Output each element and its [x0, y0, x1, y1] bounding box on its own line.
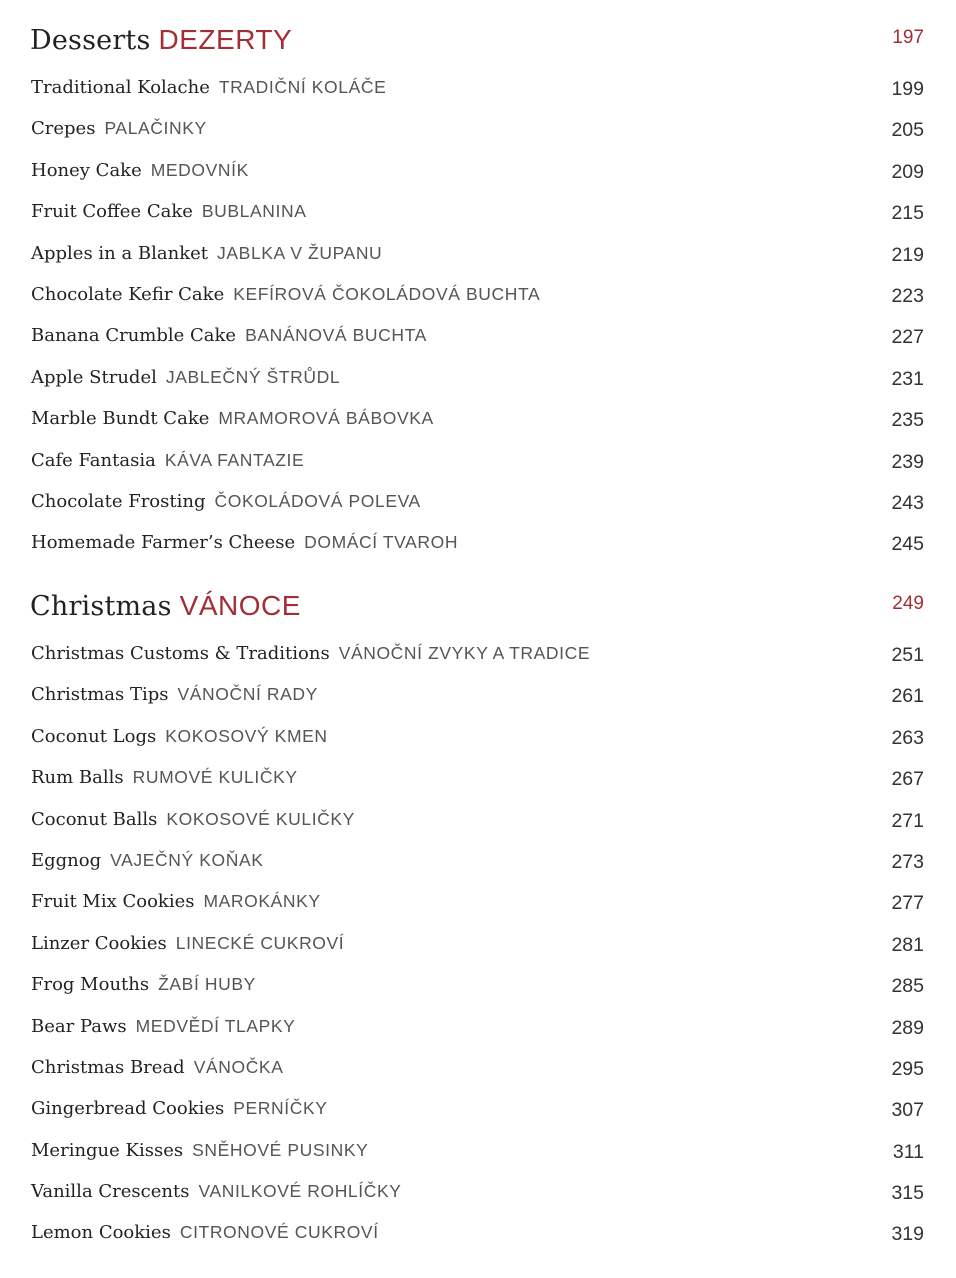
entry-title	[31, 523, 458, 562]
toc-entry[interactable]	[30, 758, 924, 799]
toc-entry[interactable]	[30, 965, 924, 1006]
toc-entry[interactable]	[30, 192, 924, 233]
entry-title-cz: ŽABÍ HUBY	[158, 974, 256, 995]
entry-title-en: Linzer Cookies	[31, 932, 167, 954]
entry-title-en: Coconut Balls	[31, 808, 158, 830]
section-christmas	[30, 588, 924, 1255]
entry-page-number: 209	[891, 160, 924, 183]
entry-title-cz: MRAMOROVÁ BÁBOVKA	[218, 408, 434, 429]
entry-page-number: 285	[891, 975, 924, 998]
toc-entry[interactable]	[30, 1048, 924, 1089]
entry-title-cz: VAJEČNÝ KOŇAK	[110, 849, 264, 870]
entry-page-number: 219	[891, 243, 924, 266]
entry-title-cz: KOKOSOVÝ KMEN	[165, 725, 328, 746]
entry-title	[31, 275, 540, 314]
entry-page-number: 277	[891, 892, 924, 915]
entry-title-en: Apples in a Blanket	[31, 242, 209, 264]
entry-title-en: Christmas Customs & Traditions	[31, 643, 330, 664]
entry-title	[31, 358, 340, 397]
entry-title-en: Traditional Kolache	[31, 77, 210, 98]
entry-title-cz: RUMOVÉ KULIČKY	[132, 767, 298, 788]
entry-page-number: 311	[892, 1140, 924, 1163]
section-desserts	[30, 22, 924, 565]
entry-page-number: 243	[891, 491, 924, 514]
entry-page-number: 205	[891, 119, 924, 142]
entry-title-cz: DOMÁCÍ TVAROH	[304, 532, 459, 553]
entry-title	[31, 1048, 283, 1087]
toc-entry[interactable]	[30, 1172, 924, 1213]
section-title-cz: DEZERTY	[158, 24, 293, 55]
entry-title	[31, 841, 264, 880]
entry-title	[31, 1007, 295, 1046]
entry-title-cz: BUBLANINA	[201, 201, 307, 222]
entry-title-en: Apple Strudel	[31, 366, 157, 388]
entry-title-cz: ČOKOLÁDOVÁ POLEVA	[214, 490, 421, 511]
entry-page-number: 227	[891, 326, 924, 349]
entry-page-number: 281	[891, 933, 924, 956]
entry-page-number: 319	[891, 1223, 924, 1246]
entry-title-en: Crepes	[31, 118, 96, 140]
toc-entry[interactable]	[30, 1007, 924, 1048]
entry-title	[31, 924, 344, 963]
entry-title	[31, 109, 207, 148]
entry-title	[31, 1131, 368, 1170]
entry-page-number: 267	[891, 768, 924, 791]
toc-entry[interactable]	[30, 800, 924, 841]
entry-title	[31, 316, 427, 355]
toc-entry[interactable]	[30, 399, 924, 440]
toc-entry[interactable]	[30, 68, 924, 109]
entry-title-en: Coconut Logs	[31, 725, 157, 747]
entry-title-en: Chocolate Kefir Cake	[31, 283, 225, 305]
entry-title-cz: MEDOVNÍK	[150, 159, 249, 180]
section-title	[30, 22, 292, 59]
entry-title	[31, 800, 355, 839]
entry-title-cz: VÁNOČKA	[193, 1056, 284, 1077]
toc-entry[interactable]	[30, 441, 924, 482]
section-title-en: Desserts	[30, 25, 151, 56]
entry-title-en: Fruit Mix Cookies	[31, 891, 195, 913]
entry-title-cz: PERNÍČKY	[233, 1098, 328, 1119]
entry-page-number: 251	[891, 644, 924, 666]
entry-title-en: Banana Crumble Cake	[31, 325, 237, 347]
entry-page-number: 263	[891, 726, 924, 749]
section-title	[30, 588, 301, 625]
entry-title	[31, 1089, 328, 1128]
toc-entry[interactable]	[30, 482, 924, 523]
entry-title	[31, 717, 328, 756]
entry-title-en: Bear Paws	[31, 1015, 127, 1037]
toc-entry[interactable]	[30, 275, 924, 316]
entry-title-en: Rum Balls	[31, 767, 124, 789]
entry-title-cz: JABLEČNÝ ŠTRŮDL	[165, 366, 341, 387]
entry-title-cz: MEDVĚDÍ TLAPKY	[135, 1015, 296, 1036]
entry-title-cz: VÁNOČNÍ ZVYKY A TRADICE	[338, 643, 591, 663]
entry-title	[31, 1172, 402, 1211]
entry-page-number: 223	[891, 284, 924, 307]
section-page-number: 197	[892, 27, 924, 48]
toc-entry[interactable]	[30, 841, 924, 882]
entry-title-cz: JABLKA V ŽUPANU	[217, 242, 383, 263]
toc-entry[interactable]	[30, 358, 924, 399]
entry-page-number: 215	[891, 202, 924, 225]
toc-entry[interactable]	[30, 1213, 924, 1254]
entry-title-en: Christmas Tips	[31, 684, 169, 706]
entry-title	[31, 234, 382, 273]
entry-page-number: 235	[891, 409, 924, 432]
toc-entry[interactable]	[30, 924, 924, 965]
entry-title-cz: KÁVA FANTAZIE	[164, 449, 305, 470]
toc-entry[interactable]	[30, 109, 924, 150]
toc-entry[interactable]	[30, 634, 924, 675]
entry-title-en: Chocolate Frosting	[31, 490, 206, 512]
toc-entry[interactable]	[30, 234, 924, 275]
entry-title-en: Cafe Fantasia	[31, 449, 156, 471]
toc-entry[interactable]	[30, 316, 924, 357]
entry-title-en: Honey Cake	[31, 159, 142, 181]
entry-title-cz: PALAČINKY	[104, 118, 207, 139]
entry-title-cz: MAROKÁNKY	[203, 891, 321, 912]
entry-title	[31, 151, 249, 190]
entry-title	[31, 675, 318, 714]
toc-entry[interactable]	[30, 717, 924, 758]
entry-title	[31, 1213, 379, 1252]
entry-page-number: 315	[891, 1182, 924, 1205]
entry-title-en: Christmas Bread	[31, 1056, 185, 1078]
entry-title	[31, 399, 434, 438]
toc-entry[interactable]	[30, 523, 924, 564]
entry-page-number: 271	[891, 809, 924, 832]
section-header	[30, 22, 924, 68]
toc-entry[interactable]	[30, 151, 924, 192]
entry-title-en: Marble Bundt Cake	[31, 408, 210, 430]
entry-title-cz: KOKOSOVÉ KULIČKY	[166, 808, 355, 829]
entry-page-number: 231	[891, 367, 924, 390]
entry-title-en: Fruit Coffee Cake	[31, 201, 193, 223]
section-header	[30, 588, 924, 634]
entry-title	[31, 68, 386, 107]
entry-title	[31, 758, 298, 797]
toc-entry[interactable]	[30, 1089, 924, 1130]
entry-page-number: 273	[891, 850, 924, 873]
section-title-cz: VÁNOCE	[179, 590, 301, 621]
entry-page-number: 307	[891, 1099, 924, 1122]
entry-title-cz: TRADIČNÍ KOLÁČE	[218, 77, 387, 97]
entry-title-cz: SNĚHOVÉ PUSINKY	[192, 1139, 369, 1160]
entry-page-number: 261	[891, 685, 924, 708]
entry-title-cz: BANÁNOVÁ BUCHTA	[245, 325, 427, 346]
entry-title-en: Frog Mouths	[31, 974, 150, 996]
section-title-en: Christmas	[30, 591, 172, 622]
entry-title-en: Meringue Kisses	[31, 1139, 184, 1161]
toc-entry[interactable]	[30, 882, 924, 923]
entry-page-number: 199	[891, 78, 924, 100]
entry-title-en: Vanilla Crescents	[31, 1181, 190, 1203]
entry-page-number: 295	[891, 1057, 924, 1080]
entry-list	[30, 68, 924, 565]
entry-title	[31, 965, 256, 1004]
entry-page-number: 289	[891, 1016, 924, 1039]
entry-title	[31, 482, 421, 521]
entry-title	[31, 634, 590, 673]
entry-title	[31, 882, 321, 921]
entry-title-en: Eggnog	[31, 849, 102, 871]
section-page-number: 249	[892, 593, 924, 614]
entry-title-cz: VANILKOVÉ ROHLÍČKY	[198, 1181, 402, 1202]
entry-title-cz: CITRONOVÉ CUKROVÍ	[179, 1222, 379, 1243]
entry-title-cz: LINECKÉ CUKROVÍ	[175, 932, 345, 953]
entry-title-cz: KEFÍROVÁ ČOKOLÁDOVÁ BUCHTA	[233, 283, 541, 304]
entry-list	[30, 634, 924, 1255]
entry-title-en: Gingerbread Cookies	[31, 1098, 225, 1120]
entry-page-number: 245	[891, 533, 924, 556]
entry-title-en: Lemon Cookies	[31, 1222, 171, 1244]
entry-title-cz: VÁNOČNÍ RADY	[177, 684, 318, 705]
toc-entry[interactable]	[30, 675, 924, 716]
entry-title	[31, 441, 304, 480]
entry-title	[31, 192, 307, 231]
entry-page-number: 239	[891, 450, 924, 473]
entry-title-en: Homemade Farmer’s Cheese	[31, 532, 296, 554]
toc-entry[interactable]	[30, 1131, 924, 1172]
